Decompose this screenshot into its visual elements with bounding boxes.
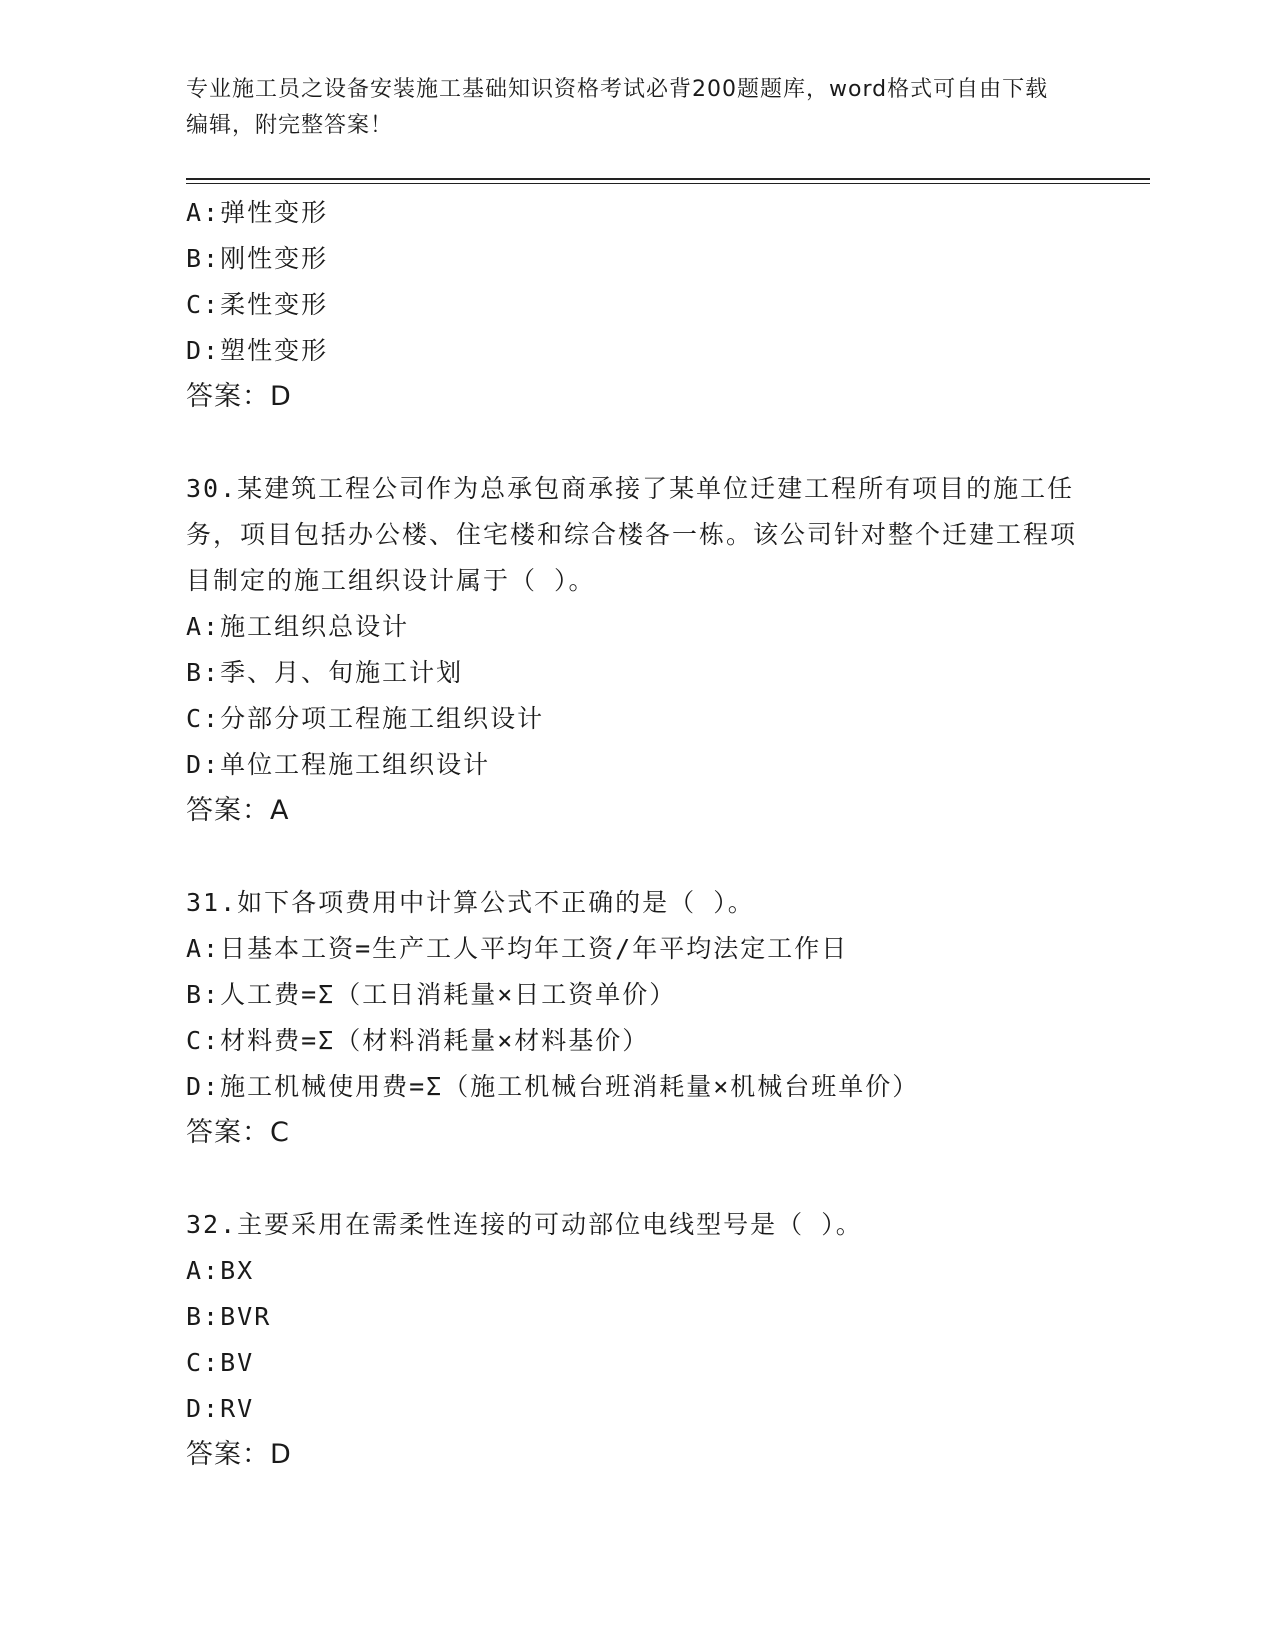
question-block-32: [186, 1202, 1126, 1478]
option-c: C:分部分项工程施工组织设计: [186, 704, 545, 733]
option-a: A:施工组织总设计: [186, 612, 410, 641]
option-b: B:BVR: [186, 1302, 272, 1331]
option-d: D:单位工程施工组织设计: [186, 750, 491, 779]
option-b: B:季、月、旬施工计划: [186, 658, 464, 687]
question-stem: 32.主要采用在需柔性连接的可动部位电线型号是（ ）。: [186, 1210, 863, 1239]
question-block-29: [186, 190, 1126, 420]
option-d: D:施工机械使用费=Σ（施工机械台班消耗量×机械台班单价）: [186, 1072, 920, 1101]
option-a: A:日基本工资=生产工人平均年工资/年平均法定工作日: [186, 934, 849, 963]
option-a: A:弹性变形: [186, 198, 329, 227]
option-c: C:BV: [186, 1348, 255, 1377]
option-a: A:BX: [186, 1256, 255, 1285]
answer-line: 答案：A: [186, 795, 290, 826]
answer-line: 答案：D: [186, 1439, 292, 1470]
option-c: C:柔性变形: [186, 290, 329, 319]
header-divider: [186, 178, 1150, 180]
option-d: D:塑性变形: [186, 336, 329, 365]
question-block-31: [186, 880, 1126, 1156]
question-list: [186, 190, 1126, 1478]
document-header: 专业施工员之设备安装施工基础知识资格考试必背200题题库，word格式可自由下载编辑，附完整答案！: [186, 77, 1049, 138]
answer-line: 答案：D: [186, 381, 292, 412]
option-b: B:刚性变形: [186, 244, 329, 273]
question-block-30: [186, 466, 1126, 834]
answer-line: 答案：C: [186, 1117, 290, 1148]
option-d: D:RV: [186, 1394, 255, 1423]
option-b: B:人工费=Σ（工日消耗量×日工资单价）: [186, 980, 677, 1009]
header-divider-thin: [186, 183, 1150, 184]
option-c: C:材料费=Σ（材料消耗量×材料基价）: [186, 1026, 650, 1055]
question-stem: 30.某建筑工程公司作为总承包商承接了某单位迁建工程所有项目的施工任务，项目包括办公楼、住宅楼和综合楼各一栋。该公司针对整个迁建工程项目制定的施工组织设计属于（ ）。: [186, 474, 1078, 595]
question-stem: 31.如下各项费用中计算公式不正确的是（ ）。: [186, 888, 755, 917]
